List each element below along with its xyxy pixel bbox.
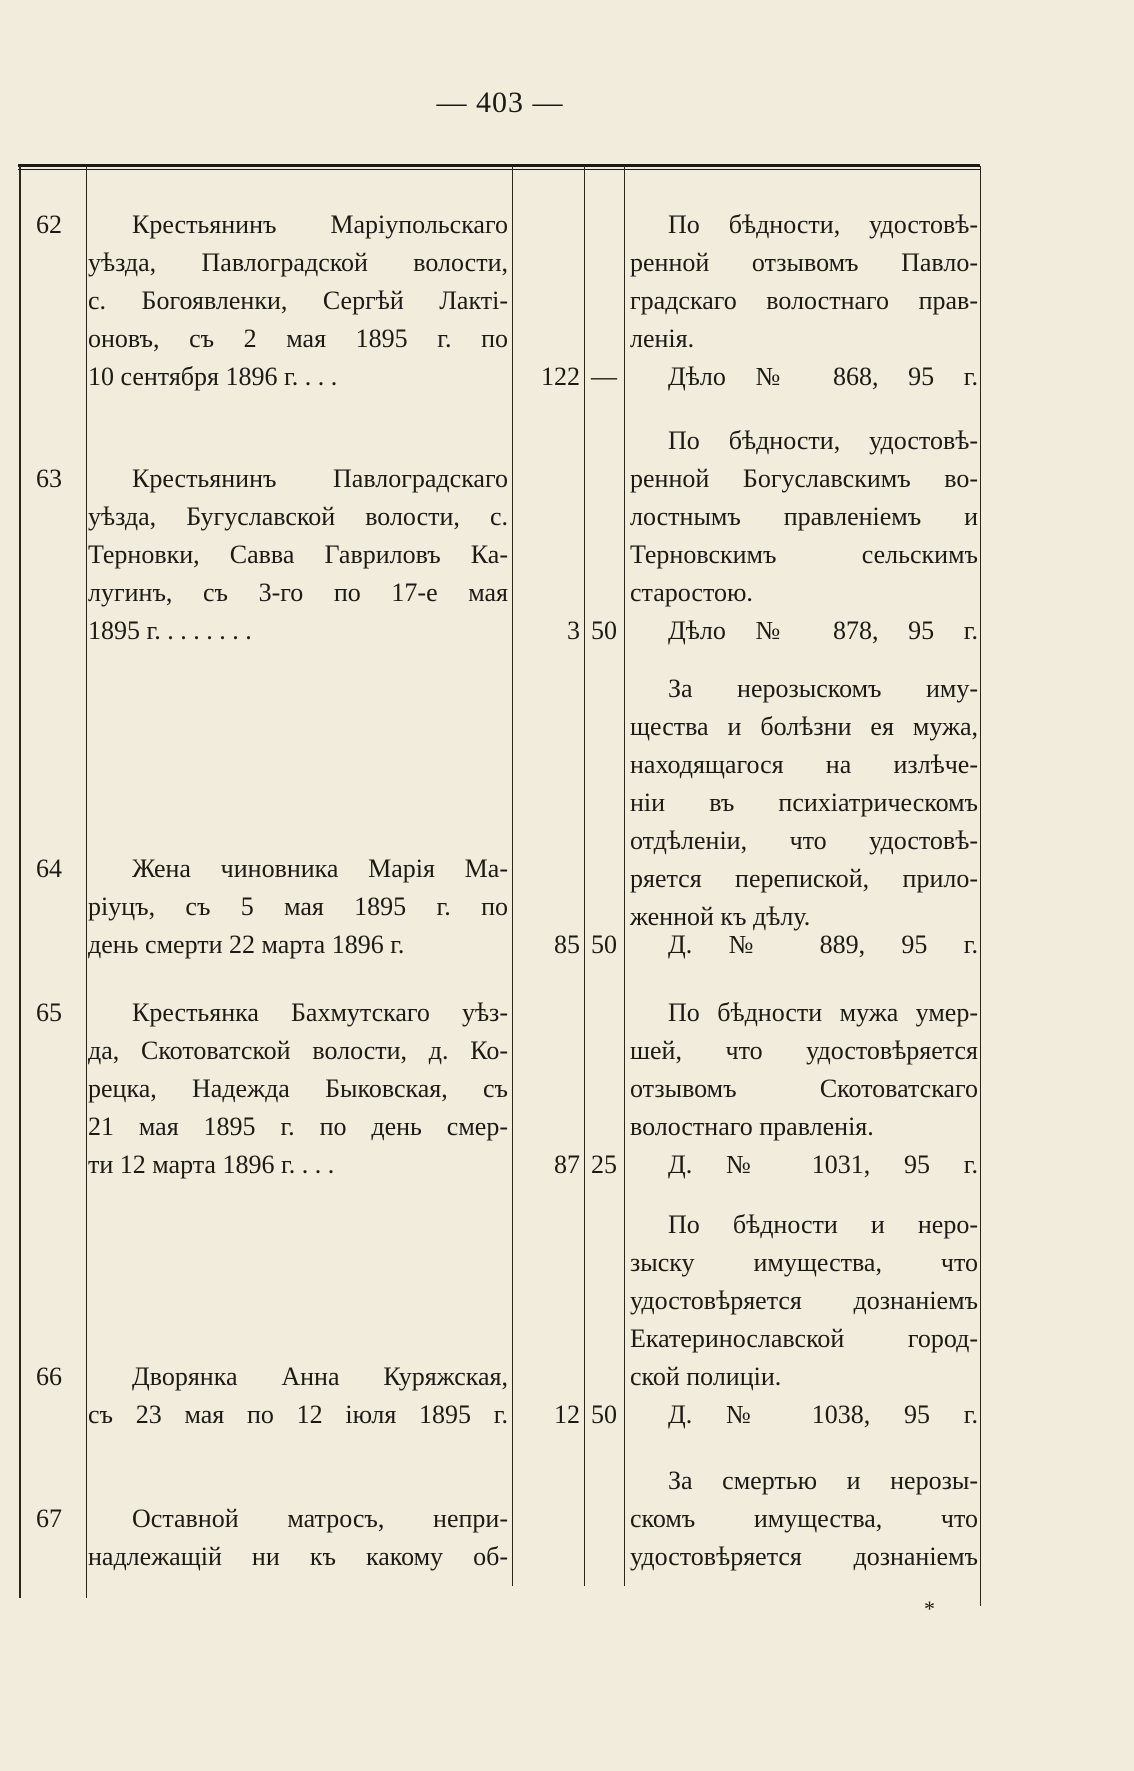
entry-reason-line: старостою.: [630, 578, 753, 607]
column-divider-number: [86, 166, 87, 1598]
entry-reason-line: женной къ дѣлу.: [630, 902, 811, 931]
case-reference: Д. № 1038, 95 г.: [668, 1400, 978, 1429]
page-number: — 403 —: [436, 86, 564, 119]
entry-number: 66: [36, 1362, 62, 1391]
entry-description-line: день смерти 22 марта 1896 г.: [88, 930, 405, 959]
entry-reason-line: щества и болѣзни ея мужа,: [630, 712, 978, 741]
amount-rubles: 122: [541, 362, 580, 391]
entry-description-line: Оставной матросъ, непри-: [132, 1504, 508, 1533]
amount-rubles: 12: [554, 1400, 580, 1429]
entry-reason-line: находящагося на излѣче-: [630, 750, 978, 779]
amount-rubles: 3: [567, 616, 580, 645]
entry-description-line: 1895 г. . . . . . . .: [88, 616, 252, 645]
entry-number: 62: [36, 210, 62, 239]
table-left-border: [19, 166, 21, 1598]
entry-number: 64: [36, 854, 62, 883]
entry-reason-line: удостовѣряется дознаніемъ: [630, 1542, 978, 1571]
case-reference: Дѣло № 868, 95 г.: [668, 362, 978, 391]
entry-description-line: 21 мая 1895 г. по день смер-: [88, 1112, 508, 1141]
entry-reason-line: отзывомъ Скотоватскаго: [630, 1074, 978, 1103]
entry-description-line: съ 23 мая по 12 іюля 1895 г.: [88, 1400, 508, 1429]
entry-reason-line: По бѣдности и неро-: [668, 1210, 978, 1239]
entry-description-line: Жена чиновника Марія Ма-: [132, 854, 508, 883]
amount-kopecks: 25: [591, 1150, 617, 1179]
entry-reason-line: Терновскимъ сельскимъ: [630, 540, 978, 569]
entry-description-line: Крестьянинъ Маріупольскаго: [132, 210, 508, 239]
entry-reason-line: отдѣленіи, что удостовѣ-: [630, 826, 978, 855]
entry-description-line: надлежащій ни къ какому об-: [88, 1542, 508, 1571]
table-right-border: [980, 166, 981, 1606]
entry-reason-line: По бѣдности мужа умер-: [668, 998, 978, 1027]
entry-description-line: ти 12 марта 1896 г. . . .: [88, 1150, 335, 1179]
amount-kopecks: —: [591, 362, 617, 391]
case-reference: Дѣло № 878, 95 г.: [668, 616, 978, 645]
entry-reason-line: По бѣдности, удостовѣ-: [668, 426, 978, 455]
entry-description-line: Крестьянка Бахмутскаго уѣз-: [132, 998, 508, 1027]
entry-reason-line: скомъ имущества, что: [630, 1504, 978, 1533]
table-top-rule-thin: [18, 169, 980, 170]
entry-description-line: да, Скотоватской волости, д. Ко-: [88, 1036, 508, 1065]
amount-kopecks: 50: [591, 616, 617, 645]
entry-description-line: Крестьянинъ Павлоградскаго: [132, 464, 508, 493]
entry-reason-line: градскаго волостнаго прав-: [630, 286, 978, 315]
table-top-rule: [18, 164, 980, 167]
footnote-mark: *: [924, 1596, 935, 1621]
column-divider-kopecks: [624, 166, 625, 1586]
case-reference: Д. № 1031, 95 г.: [668, 1150, 978, 1179]
entry-description-line: Терновки, Савва Гавриловъ Ка-: [88, 540, 508, 569]
entry-reason-line: лостнымъ правленіемъ и: [630, 502, 978, 531]
column-divider-rubles: [584, 166, 585, 1586]
entry-reason-line: шей, что удостовѣряется: [630, 1036, 978, 1065]
amount-kopecks: 50: [591, 1400, 617, 1429]
amount-rubles: 87: [554, 1150, 580, 1179]
entry-reason-line: зыску имущества, что: [630, 1248, 978, 1277]
amount-kopecks: 50: [591, 930, 617, 959]
entry-reason-line: ленія.: [630, 324, 695, 353]
entry-reason-line: По бѣдности, удостовѣ-: [668, 210, 978, 239]
entry-description-line: рецка, Надежда Быковская, съ: [88, 1074, 508, 1103]
entry-reason-line: ренной отзывомъ Павло-: [630, 248, 978, 277]
entry-number: 63: [36, 464, 62, 493]
entry-description-line: уѣзда, Бугуславской волости, с.: [88, 502, 508, 531]
entry-description-line: лугинъ, съ 3-го по 17-е мая: [88, 578, 508, 607]
entry-reason-line: удостовѣряется дознаніемъ: [630, 1286, 978, 1315]
entry-description-line: оновъ, съ 2 мая 1895 г. по: [88, 324, 508, 353]
entry-description-line: с. Богоявленки, Сергѣй Лакті-: [88, 286, 508, 315]
entry-reason-line: ніи въ психіатрическомъ: [630, 788, 978, 817]
column-divider-description: [512, 166, 513, 1586]
entry-reason-line: ской полиціи.: [630, 1362, 782, 1391]
amount-rubles: 85: [554, 930, 580, 959]
entry-description-line: уѣзда, Павлоградской волости,: [88, 248, 508, 277]
entry-reason-line: ренной Богуславскимъ во-: [630, 464, 978, 493]
case-reference: Д. № 889, 95 г.: [668, 930, 978, 959]
entry-reason-line: За смертью и нерозы-: [668, 1466, 978, 1495]
entry-reason-line: ряется перепиской, прило-: [630, 864, 978, 893]
entry-number: 65: [36, 998, 62, 1027]
entry-description-line: 10 сентября 1896 г. . . .: [88, 362, 338, 391]
entry-reason-line: волостнаго правленія.: [630, 1112, 874, 1141]
entry-number: 67: [36, 1504, 62, 1533]
entry-reason-line: Екатеринославской город-: [630, 1324, 978, 1353]
entry-description-line: Дворянка Анна Куряжская,: [132, 1362, 508, 1391]
entry-description-line: ріуцъ, съ 5 мая 1895 г. по: [88, 892, 508, 921]
entry-reason-line: За нерозыскомъ иму-: [668, 674, 978, 703]
